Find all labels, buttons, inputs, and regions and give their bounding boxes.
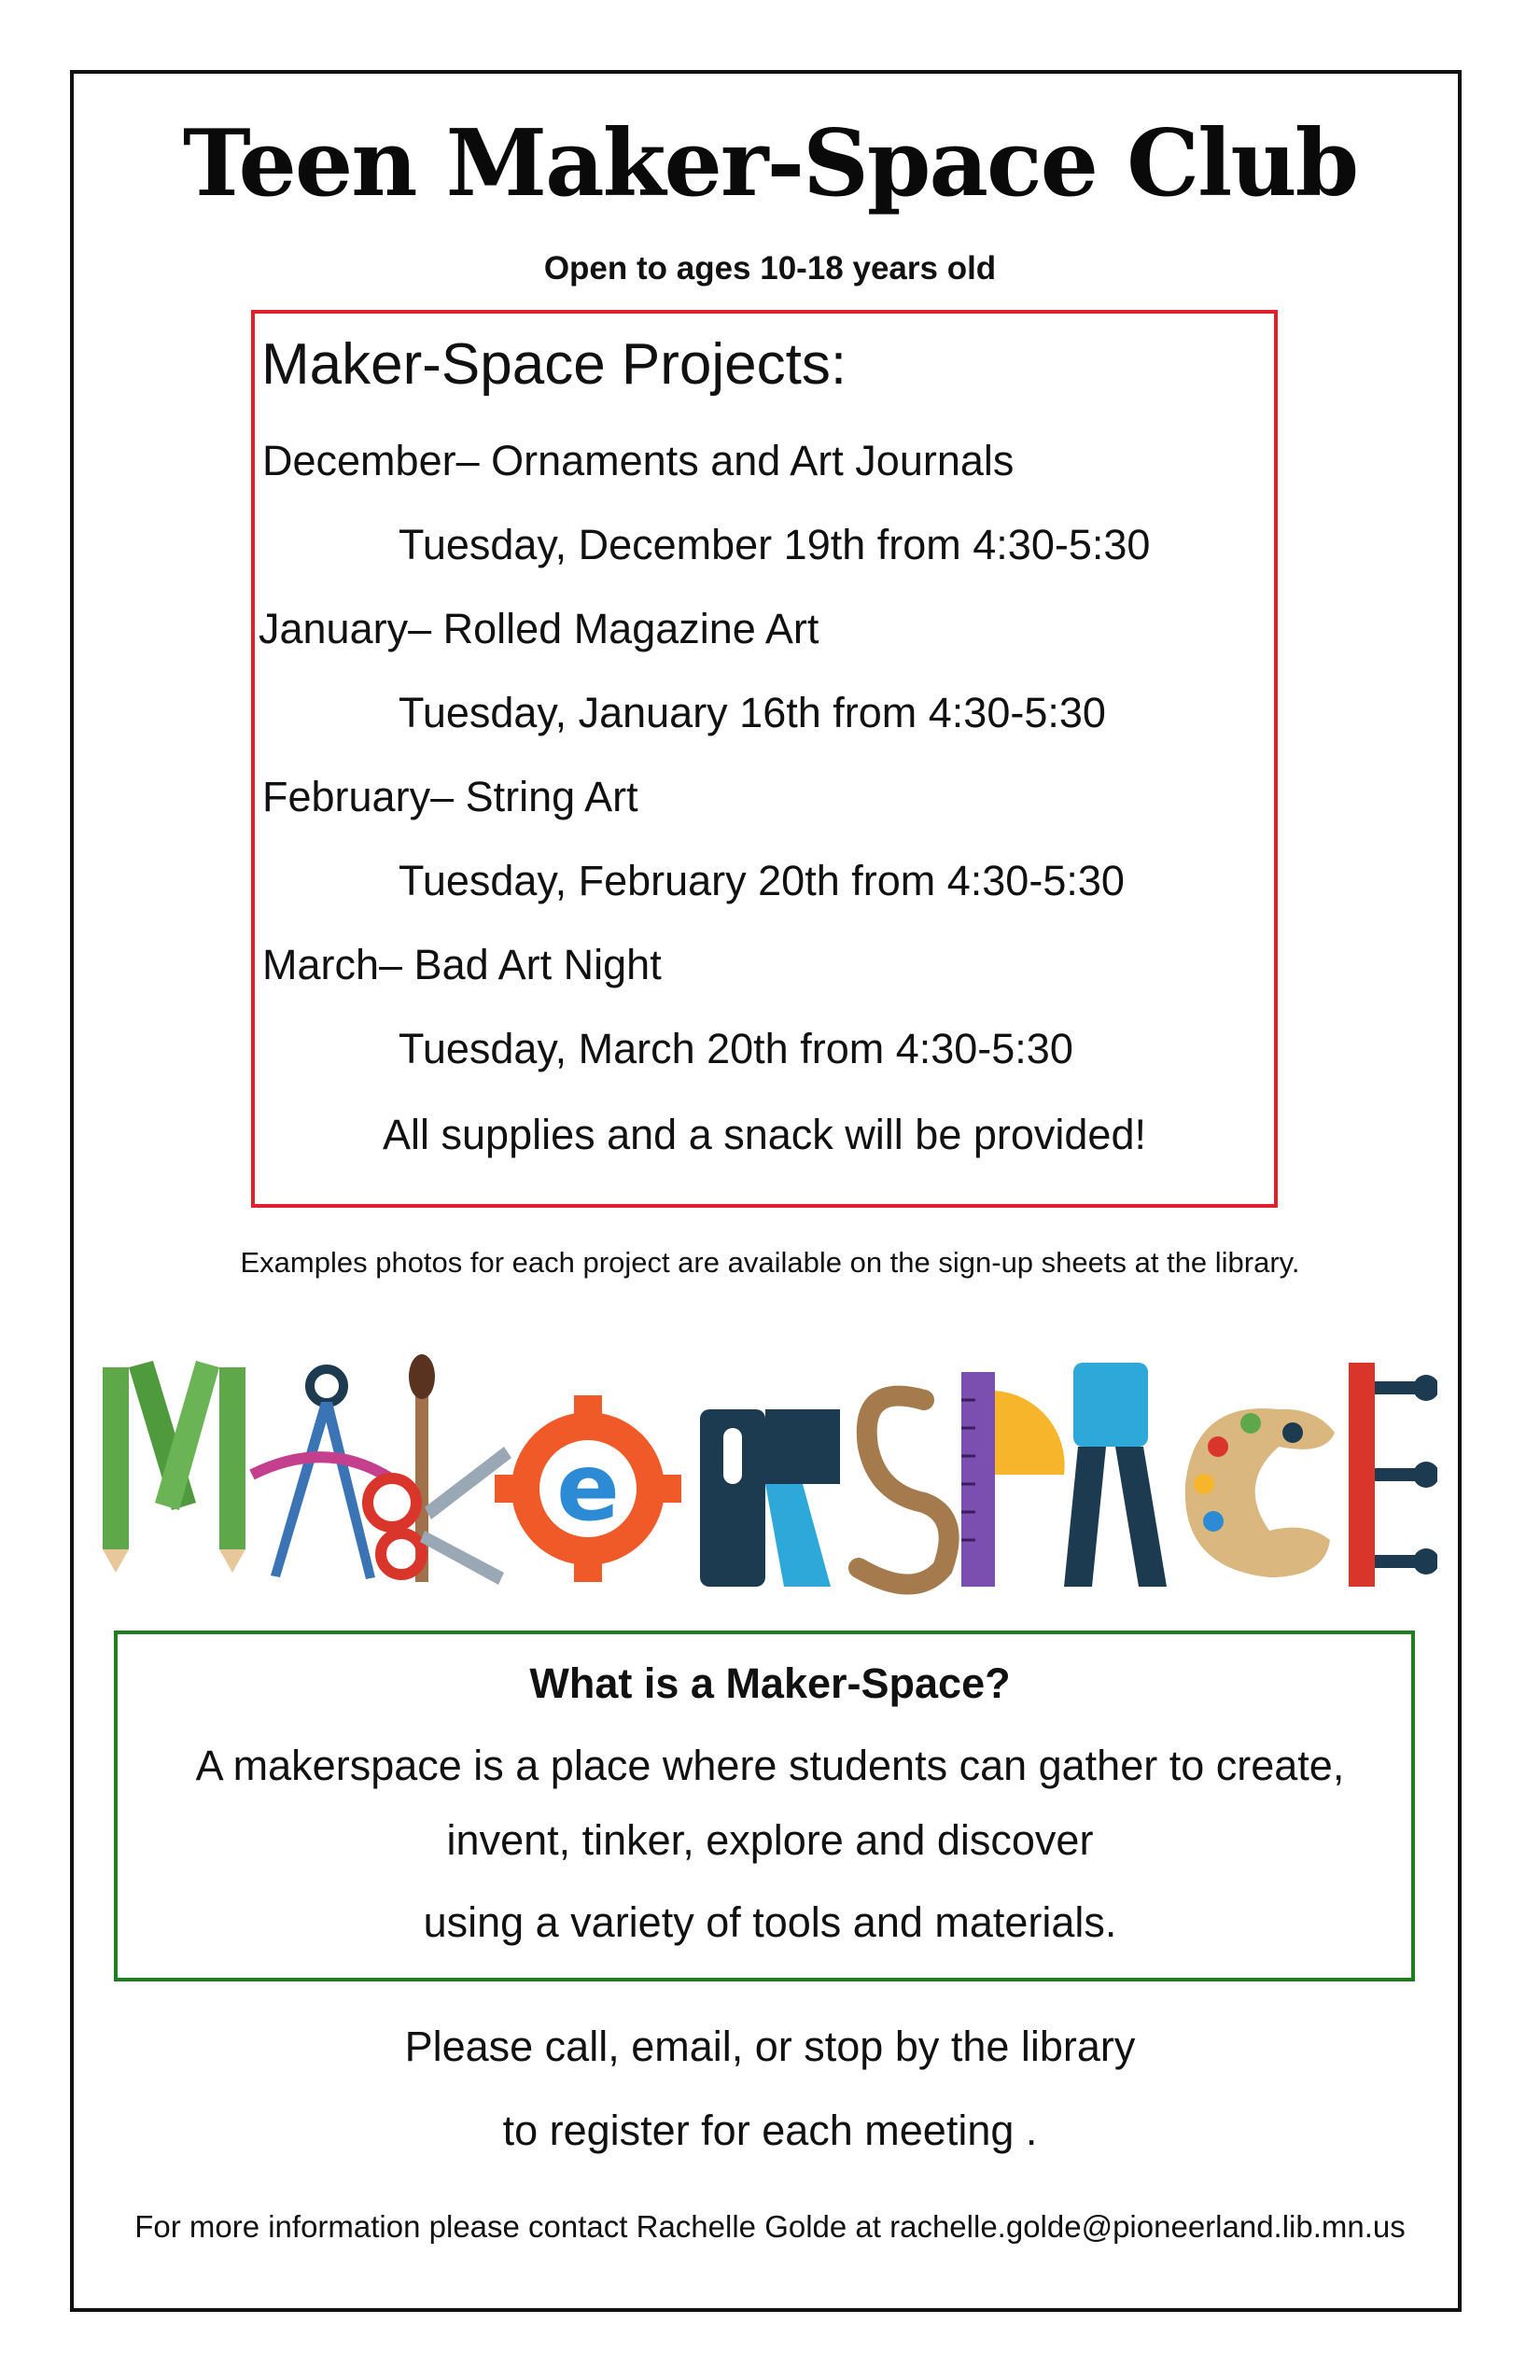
what-is-line-3: using a variety of tools and materials. <box>423 1898 1117 1946</box>
makerspace-logo <box>93 1344 1437 1601</box>
projects-heading: Maker-Space Projects: <box>261 332 847 397</box>
project-month-march: March– Bad Art Night <box>262 941 662 988</box>
supplies-note: All supplies and a snack will be provided! <box>383 1111 1146 1158</box>
what-is-heading: What is a Maker-Space? <box>529 1659 1011 1707</box>
register-line-1: Please call, email, or stop by the library <box>404 2023 1136 2070</box>
letter-a-compass <box>252 1369 392 1579</box>
project-date-january: Tuesday, January 16th from 4:30-5:30 <box>399 689 1106 736</box>
project-month-december: December– Ornaments and Art Journals <box>262 437 1015 484</box>
letter-m-pencils <box>103 1361 245 1573</box>
register-line-2: to register for each meeting . <box>502 2107 1038 2154</box>
what-is-line-2: invent, tinker, explore and discover <box>446 1816 1094 1864</box>
project-date-march: Tuesday, March 20th from 4:30-5:30 <box>399 1025 1073 1072</box>
letter-p-ruler <box>961 1372 1065 1587</box>
flyer-title: Teen Maker-Space Club <box>182 110 1358 217</box>
letter-c-palette <box>1185 1408 1335 1577</box>
letter-k-brush-scissors <box>368 1354 511 1585</box>
letter-e-gear <box>495 1395 681 1582</box>
letter-e-wrenches <box>1349 1363 1437 1587</box>
contact-info: For more information please contact Rachelle Golde at rachelle.golde@pioneerland.lib.mn.us <box>134 2209 1406 2244</box>
project-month-january: January– Rolled Magazine Art <box>259 605 819 652</box>
letter-r-tools <box>700 1409 840 1587</box>
what-is-line-1: A makerspace is a place where students can gather to create, <box>195 1742 1345 1789</box>
letter-a-pliers <box>1064 1363 1167 1587</box>
project-date-february: Tuesday, February 20th from 4:30-5:30 <box>399 857 1125 904</box>
letter-s-rope <box>859 1396 949 1585</box>
age-subtitle: Open to ages 10-18 years old <box>543 250 997 287</box>
svg-text:e: e <box>556 1433 620 1542</box>
examples-note: Examples photos for each project are available on the sign-up sheets at the library. <box>240 1246 1300 1279</box>
project-date-december: Tuesday, December 19th from 4:30-5:30 <box>399 521 1151 568</box>
project-month-february: February– String Art <box>262 773 638 820</box>
